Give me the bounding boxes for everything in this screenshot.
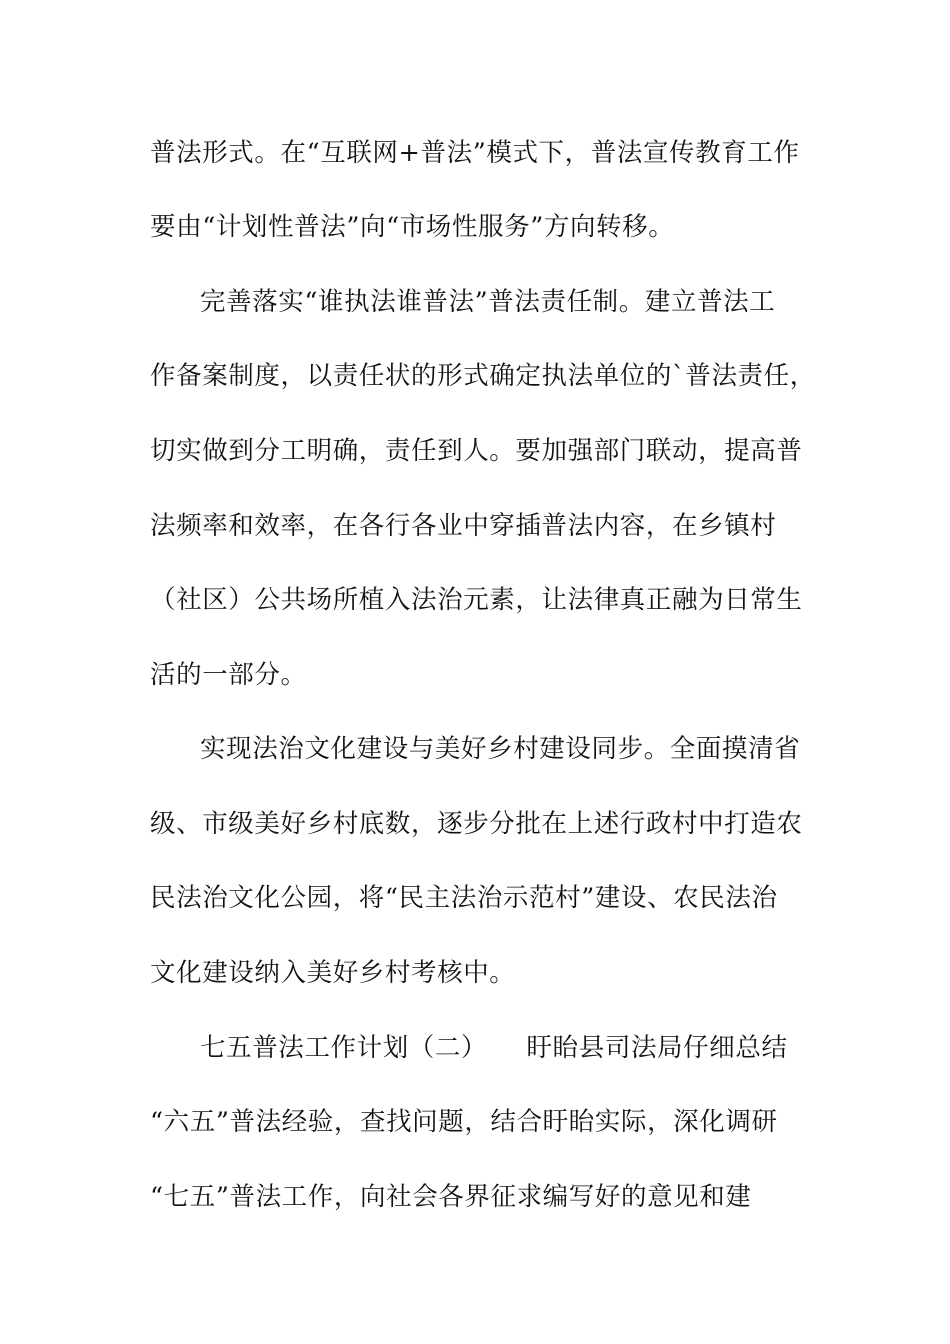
paragraph-start-line: 完善落实“谁执法谁普法”普法责任制。建立普法工 bbox=[200, 287, 776, 317]
text-line: 普法形式。在“互联网+普法”模式下，普法宣传教育工作 bbox=[150, 138, 800, 168]
paragraph-start-line: 实现法治文化建设与美好乡村建设同步。全面摸清省 bbox=[200, 734, 801, 764]
text-line: “六五”普法经验，查找问题，结合盱眙实际，深化调研 bbox=[150, 1107, 778, 1137]
text-line: 文化建设纳入美好乡村考核中。 bbox=[150, 958, 516, 988]
text-line: 活的一部分。 bbox=[150, 660, 307, 690]
text-line: 法频率和效率，在各行各业中穿插普法内容，在乡镇村 bbox=[150, 511, 777, 541]
text-line: 级、市级美好乡村底数，逐步分批在上述行政村中打造农 bbox=[150, 809, 803, 839]
text-line: 切实做到分工明确，责任到人。要加强部门联动，提高普 bbox=[150, 436, 803, 466]
text-line: 要由“计划性普法”向“市场性服务”方向转移。 bbox=[150, 212, 675, 242]
paragraph-start-line: 七五普法工作计划（二） 盱眙县司法局仔细总结 bbox=[200, 1033, 788, 1063]
text-line: （社区）公共场所植入法治元素，让法律真正融为日常生 bbox=[150, 585, 803, 615]
text-line: 作备案制度，以责任状的形式确定执法单位的`普法责任， bbox=[150, 361, 816, 391]
text-line: 民法治文化公园，将“民主法治示范村”建设、农民法治 bbox=[150, 883, 778, 913]
text-line: “七五”普法工作，向社会各界征求编写好的意见和建 bbox=[150, 1182, 752, 1212]
